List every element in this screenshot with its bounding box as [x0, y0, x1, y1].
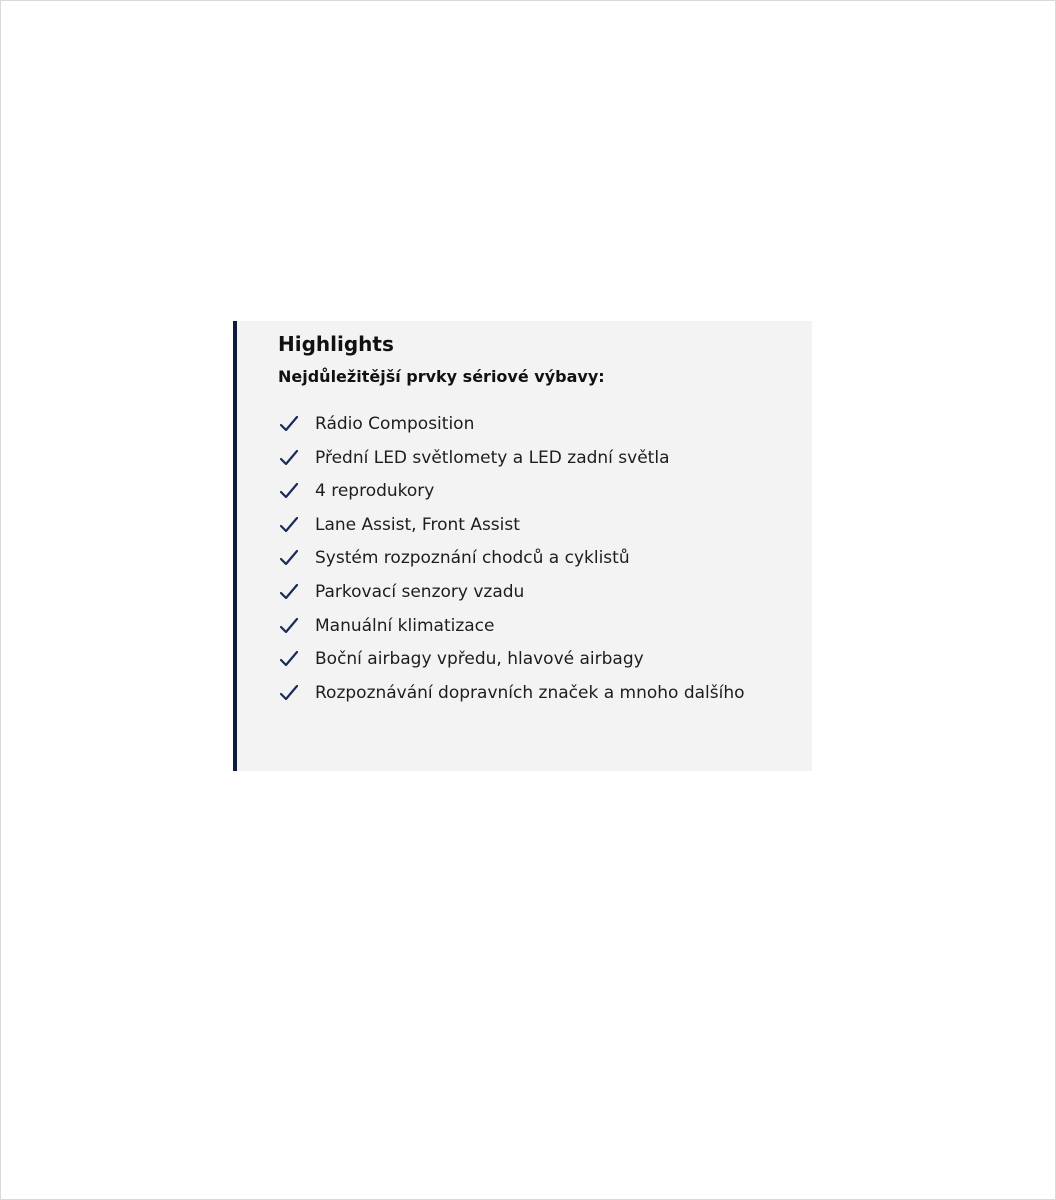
check-icon: [278, 480, 300, 502]
check-icon: [278, 682, 300, 704]
check-icon: [278, 514, 300, 536]
highlights-panel: [233, 321, 812, 771]
feature-item: [278, 480, 745, 514]
feature-label: Rádio Composition: [315, 414, 475, 434]
feature-label: Rozpoznávání dopravních značek a mnoho dalšího: [315, 682, 745, 703]
feature-label: Parkovací senzory vzadu: [315, 581, 525, 602]
feature-label: 4 reprodukory: [315, 481, 435, 502]
feature-item: [278, 581, 745, 615]
check-icon: [278, 413, 300, 435]
feature-label: Systém rozpoznání chodců a cyklistů: [315, 548, 630, 569]
feature-item: [278, 547, 745, 581]
feature-item: [278, 615, 745, 649]
feature-label: Přední LED světlomety a LED zadní světla: [315, 447, 670, 468]
feature-item: [278, 648, 745, 682]
check-icon: [278, 615, 300, 637]
feature-item: [278, 682, 745, 716]
feature-item: [278, 447, 745, 481]
feature-item: [278, 514, 745, 548]
check-icon: [278, 581, 300, 603]
check-icon: [278, 648, 300, 670]
check-icon: [278, 547, 300, 569]
check-icon: [278, 447, 300, 469]
highlights-subtitle: Nejdůležitější prvky sériové výbavy:: [278, 367, 605, 386]
feature-label: Manuální klimatizace: [315, 615, 495, 636]
feature-label: Lane Assist, Front Assist: [315, 514, 520, 535]
feature-label: Boční airbagy vpředu, hlavové airbagy: [315, 649, 644, 670]
feature-item: [278, 413, 745, 447]
highlights-title: Highlights: [278, 332, 394, 356]
feature-list: [278, 413, 745, 715]
